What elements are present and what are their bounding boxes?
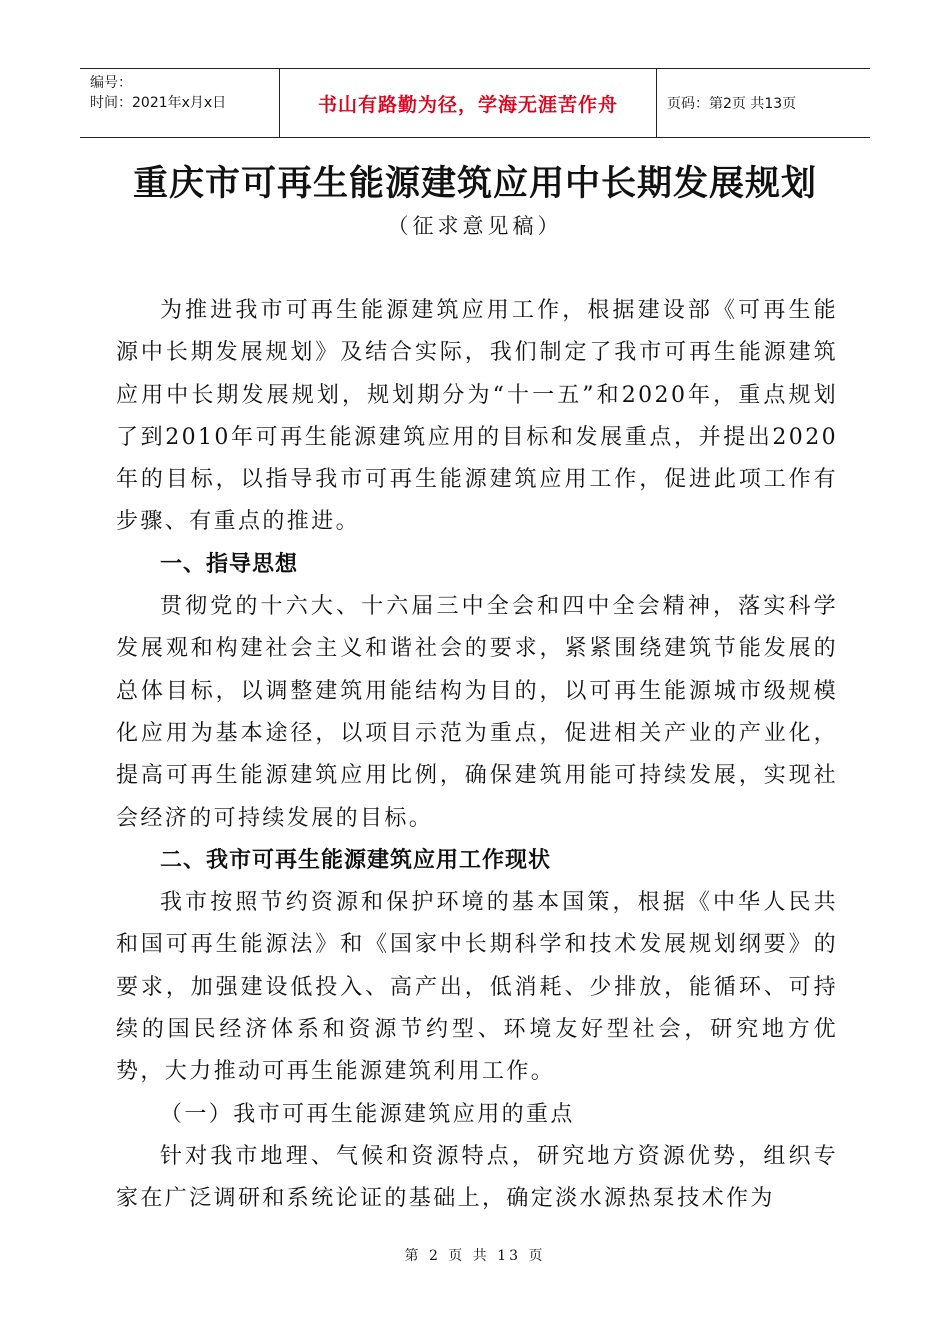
header-table bbox=[80, 68, 870, 138]
document-subtitle: （征求意见稿） bbox=[387, 214, 563, 238]
paragraph-intro: 为推进我市可再生能源建筑应用工作，根据建设部《可再生能源中长期发展规划》及结合实际，我们制定了我市可再生能源建筑应用中长期发展规划，规划期分为“十一五”和2020年，重点规划了到2010年可再生能源建筑应用的目标和发展重点，并提出2020年的目标，以指导我市可再生能源建筑应用工作，促进此项工作有步骤、有重点的推进。 bbox=[116, 298, 838, 535]
header-meta bbox=[80, 69, 280, 137]
section-heading-1: 一、指导思想 bbox=[160, 551, 299, 577]
section-heading-2: 二、我市可再生能源建筑应用工作现状 bbox=[160, 847, 552, 873]
document-body bbox=[116, 290, 838, 1221]
paragraph-guiding: 贯彻党的十六大、十六届三中全会和四中全会精神，落实科学发展观和构建社会主义和谐社会的要求，紧紧围绕建筑节能发展的总体目标，以调整建筑用能结构为目的，以可再生能源城市级规模化应用为基本途径，以项目示范为重点，促进相关产业的产业化，提高可再生能源建筑应用比例，确保建筑用能可持续发展，实现社会经济的可持续发展的目标。 bbox=[116, 594, 838, 831]
paragraph-status: 我市按照节约资源和保护环境的基本国策，根据《中华人民共和国可再生能源法》和《国家中长期科学和技术发展规划纲要》的要求，加强建设低投入、高产出，低消耗、少排放，能循环、可持续的国民经济体系和资源节约型、环境友好型社会，研究地方优势，大力推动可再生能源建筑利用工作。 bbox=[116, 890, 838, 1085]
header-motto: 书山有路勤为径，学海无涯苦作舟 bbox=[280, 69, 657, 137]
header-page-info: 页码：第2页 共13页 bbox=[667, 96, 797, 112]
header-number: 编号： bbox=[90, 75, 132, 91]
subsection-heading-1: （一）我市可再生能源建筑应用的重点 bbox=[160, 1101, 575, 1127]
document-title: 重庆市可再生能源建筑应用中长期发展规划 bbox=[132, 163, 817, 204]
page-footer: 第 2 页 共 13 页 bbox=[404, 1248, 546, 1264]
header-time: 时间：2021年x月x日 bbox=[90, 95, 227, 111]
paragraph-focus: 针对我市地理、气候和资源特点，研究地方资源优势，组织专家在广泛调研和系统论证的基础上，确定淡水源热泵技术作为 bbox=[116, 1143, 838, 1212]
